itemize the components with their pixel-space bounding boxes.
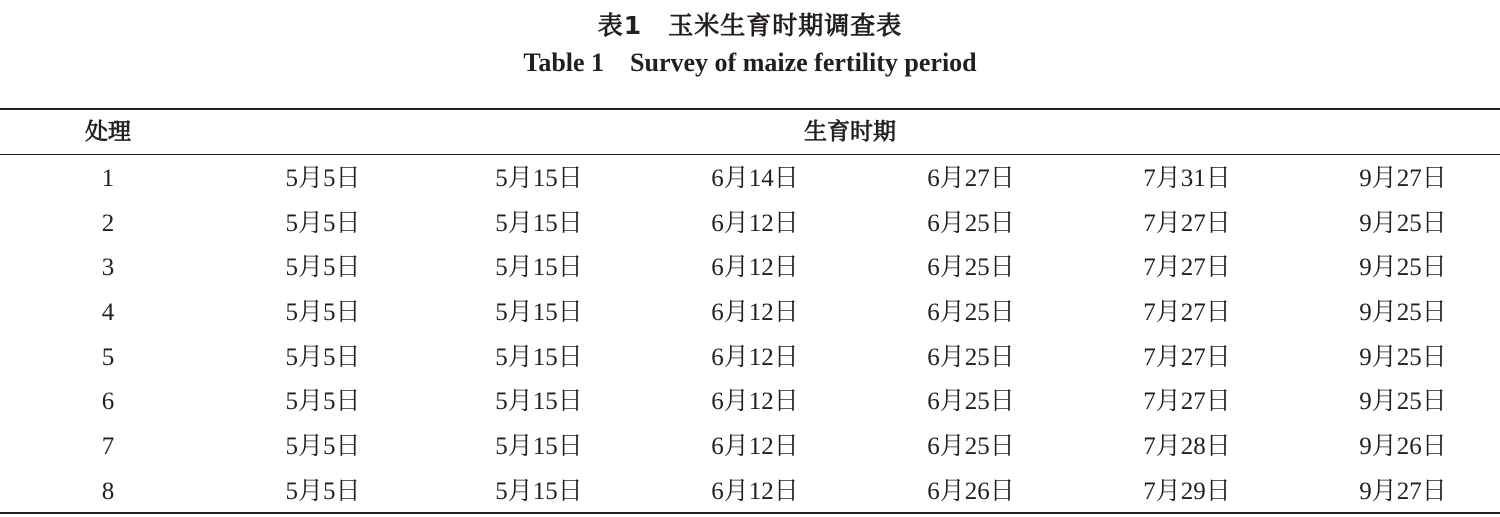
cell-date: 5月15日 xyxy=(495,254,583,282)
cell-date: 6月26日 xyxy=(927,477,1015,505)
cell-date: 6月12日 xyxy=(711,254,799,282)
cell-treatment: 4 xyxy=(101,299,115,327)
cell-date: 5月5日 xyxy=(285,433,361,461)
cell-date: 6月25日 xyxy=(927,299,1015,327)
cell-treatment: 1 xyxy=(101,165,115,192)
cell-treatment: 8 xyxy=(101,477,115,505)
cell-date: 7月29日 xyxy=(1143,477,1231,505)
cell-date: 6月25日 xyxy=(927,433,1015,461)
cell-treatment: 7 xyxy=(101,433,115,461)
cell-date: 9月27日 xyxy=(1359,165,1447,192)
cell-date: 5月5日 xyxy=(285,477,361,505)
table-caption-en: Table 1 Survey of maize fertility period xyxy=(523,48,977,77)
table-row xyxy=(0,470,1500,515)
cell-date: 6月12日 xyxy=(711,433,799,461)
cell-date: 5月15日 xyxy=(495,343,583,371)
cell-date: 5月5日 xyxy=(285,343,361,371)
cell-date: 5月5日 xyxy=(285,299,361,327)
cell-date: 6月25日 xyxy=(927,209,1015,237)
cell-treatment: 2 xyxy=(101,209,115,237)
table-row xyxy=(0,246,1500,291)
cell-date: 6月12日 xyxy=(711,477,799,505)
table-bottom-rule xyxy=(0,512,1500,514)
cell-treatment: 6 xyxy=(101,388,115,416)
cell-date: 5月15日 xyxy=(495,299,583,327)
cell-date: 9月25日 xyxy=(1359,254,1447,282)
cell-treatment: 3 xyxy=(101,254,115,282)
cell-date: 5月15日 xyxy=(495,433,583,461)
cell-date: 9月25日 xyxy=(1359,388,1447,416)
cell-date: 5月15日 xyxy=(495,388,583,416)
cell-date: 7月28日 xyxy=(1143,433,1231,461)
cell-date: 9月25日 xyxy=(1359,343,1447,371)
cell-date: 5月5日 xyxy=(285,209,361,237)
cell-date: 6月12日 xyxy=(711,343,799,371)
cell-date: 6月14日 xyxy=(711,165,799,192)
cell-date: 7月27日 xyxy=(1143,388,1231,416)
table-row xyxy=(0,157,1500,202)
cell-treatment: 5 xyxy=(101,343,115,371)
cell-date: 9月25日 xyxy=(1359,299,1447,327)
cell-date: 6月12日 xyxy=(711,388,799,416)
cell-date: 7月27日 xyxy=(1143,254,1231,282)
cell-date: 6月12日 xyxy=(711,299,799,327)
table-row xyxy=(0,291,1500,336)
table-body xyxy=(0,157,1500,515)
cell-date: 7月27日 xyxy=(1143,343,1231,371)
cell-date: 9月27日 xyxy=(1359,477,1447,505)
cell-date: 5月15日 xyxy=(495,477,583,505)
header-treatment: 处理 xyxy=(85,119,131,145)
cell-date: 7月31日 xyxy=(1143,165,1231,192)
table-header-rule xyxy=(0,154,1500,155)
cell-date: 9月25日 xyxy=(1359,209,1447,237)
table-row xyxy=(0,380,1500,425)
table-row xyxy=(0,336,1500,381)
header-growth-period: 生育时期 xyxy=(804,119,896,145)
cell-date: 7月27日 xyxy=(1143,209,1231,237)
cell-date: 5月5日 xyxy=(285,388,361,416)
table-row xyxy=(0,202,1500,247)
cell-date: 5月15日 xyxy=(495,209,583,237)
cell-date: 6月25日 xyxy=(927,254,1015,282)
cell-date: 6月25日 xyxy=(927,343,1015,371)
cell-date: 6月25日 xyxy=(927,388,1015,416)
cell-date: 6月12日 xyxy=(711,209,799,237)
cell-date: 5月15日 xyxy=(495,165,583,192)
table-caption-cn: 表1 玉米生育时期调查表 xyxy=(597,11,903,40)
cell-date: 6月27日 xyxy=(927,165,1015,192)
table-row xyxy=(0,425,1500,470)
cell-date: 7月27日 xyxy=(1143,299,1231,327)
table-header-row xyxy=(0,110,1500,154)
cell-date: 9月26日 xyxy=(1359,433,1447,461)
cell-date: 5月5日 xyxy=(285,254,361,282)
cell-date: 5月5日 xyxy=(285,165,361,192)
